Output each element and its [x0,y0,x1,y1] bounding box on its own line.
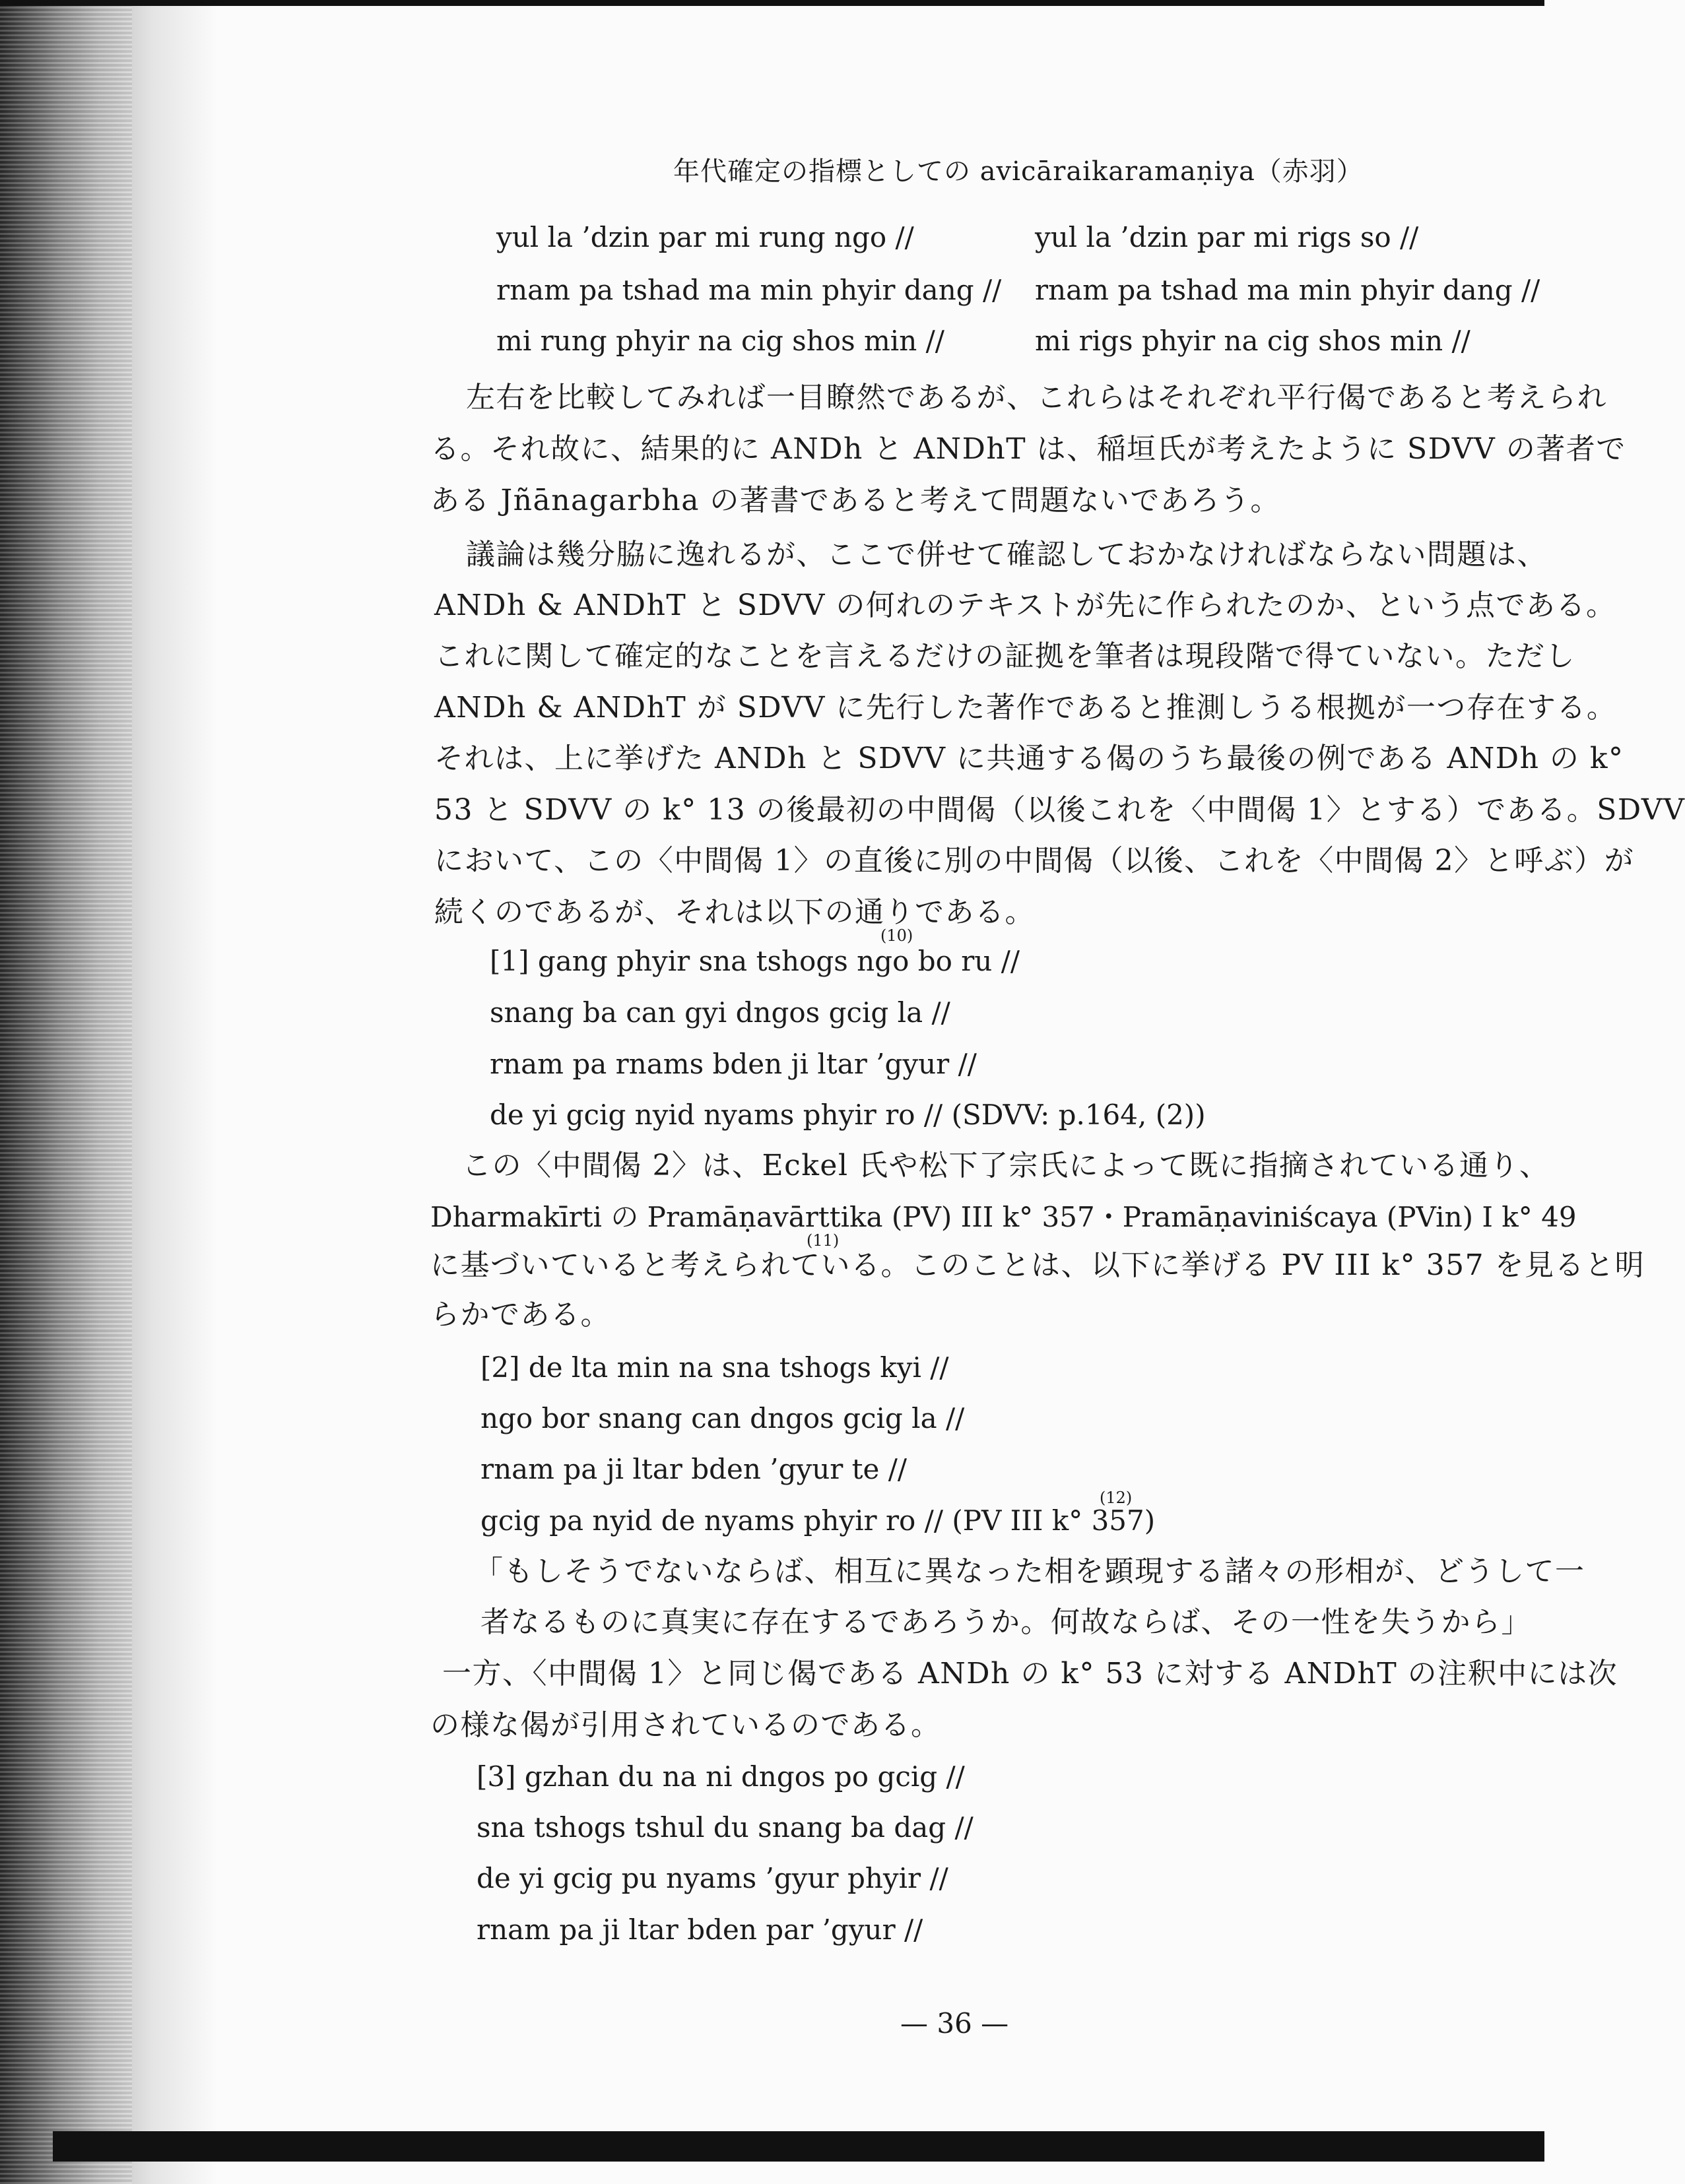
paragraph-line: において、この〈中間偈 1〉の直後に別の中間偈（以後、これを〈中間偈 2〉と呼ぶ）が [434,844,1635,878]
paragraph-line: 左右を比較してみれば一目瞭然であるが、これらはそれぞれ平行偈であると考えられ [466,381,1607,414]
verse-line: de yi gcig pu nyams ’gyur phyir // [477,1862,948,1894]
paragraph-line: ある Jñānagarbha の著書であると考えて問題ないであろう。 [430,484,1280,517]
footnote-marker-10: (10) [880,926,913,945]
comparison-right-line: yul la ’dzin par mi rigs so // [1035,221,1419,253]
verse-line: [3] gzhan du na ni dngos po gcig // [477,1760,965,1793]
paragraph-line: 続くのであるが、それは以下の通りである。 [434,895,1035,929]
paragraph-line: 一方、〈中間偈 1〉と同じ偈である ANDh の k° 53 に対する ANDhT の注釈中には次 [442,1657,1618,1690]
page-number: — 36 — [900,2007,1009,2039]
paragraph-line: ANDh & ANDhT と SDVV の何れのテキストが先に作られたのか、という点である。 [434,589,1616,622]
paragraph-line: この〈中間偈 2〉は、Eckel 氏や松下了宗氏によって既に指摘されている通り、 [462,1149,1550,1182]
comparison-left-line: yul la ’dzin par mi rung ngo // [496,221,914,253]
verse-line: snang ba can gyi dngos gcig la // [490,996,950,1029]
footnote-marker-11: (11) [807,1231,840,1250]
paragraph-line: らかである。 [430,1298,611,1332]
verse-line: sna tshogs tshul du snang ba dag // [477,1811,974,1844]
verse-line: gcig pa nyid de nyams phyir ro // (PV III k° 357) [480,1504,1156,1537]
comparison-right-line: rnam pa tshad ma min phyir dang // [1035,274,1540,306]
comparison-left-line: mi rung phyir na cig shos min // [496,325,944,357]
scan-top-border [0,0,1544,6]
verse-line: [2] de lta min na sna tshogs kyi // [480,1351,949,1384]
translation-line: 「もしそうでないならば、相互に異なった相を顕現する諸々の形相が、どうして一 [474,1555,1585,1588]
scan-shadow-edge [0,0,218,2184]
verse-line: rnam pa rnams bden ji ltar ’gyur // [490,1048,977,1080]
verse-line: de yi gcig nyid nyams phyir ro // (SDVV: p.164, (2)) [490,1099,1206,1131]
paragraph-line: 53 と SDVV の k° 13 の後最初の中間偈（以後これを〈中間偈 1〉とする）である。SDVV [434,793,1685,827]
paragraph-line: に基づいていると考えられている。このことは、以下に挙げる PV III k° 357 を見ると明 [430,1248,1645,1282]
comparison-left-line: rnam pa tshad ma min phyir dang // [496,274,1002,306]
footnote-marker-12: (12) [1100,1489,1133,1507]
verse-line: rnam pa ji ltar bden par ’gyur // [477,1913,923,1946]
paragraph-line: ANDh & ANDhT が SDVV に先行した著作であると推測しうる根拠が一つ存在する。 [434,691,1617,724]
verse-line: [1] gang phyir sna tshogs ngo bo ru // [490,945,1020,977]
translation-line: 者なるものに真実に存在するであろうか。何故ならば、その一性を失うから」 [480,1605,1532,1639]
paragraph-line: Dharmakīrti の Pramāṇavārttika (PV) III k° 357・Pramāṇaviniścaya (PVin) I k° 49 [430,1201,1577,1233]
paragraph-line: それは、上に挙げた ANDh と SDVV に共通する偈のうち最後の例である ANDh の k° [434,742,1624,775]
paragraph-line: る。それ故に、結果的に ANDh と ANDhT は、稲垣氏が考えたように SDVV の著者で [430,432,1626,466]
verse-line: rnam pa ji ltar bden ’gyur te // [480,1453,908,1485]
paragraph-line: の様な偈が引用されているのである。 [430,1708,941,1742]
verse-line: ngo bor snang can dngos gcig la // [480,1402,965,1434]
paragraph-line: 議論は幾分脇に逸れるが、ここで併せて確認しておかなければならない問題は、 [466,538,1547,571]
paragraph-line: これに関して確定的なことを言えるだけの証拠を筆者は現段階で得ていない。ただし [434,639,1575,673]
running-header: 年代確定の指標としての avicāraikaramaṇiya（赤羽） [673,156,1364,187]
scan-bottom-border [53,2131,1544,2162]
comparison-right-line: mi rigs phyir na cig shos min // [1035,325,1470,357]
